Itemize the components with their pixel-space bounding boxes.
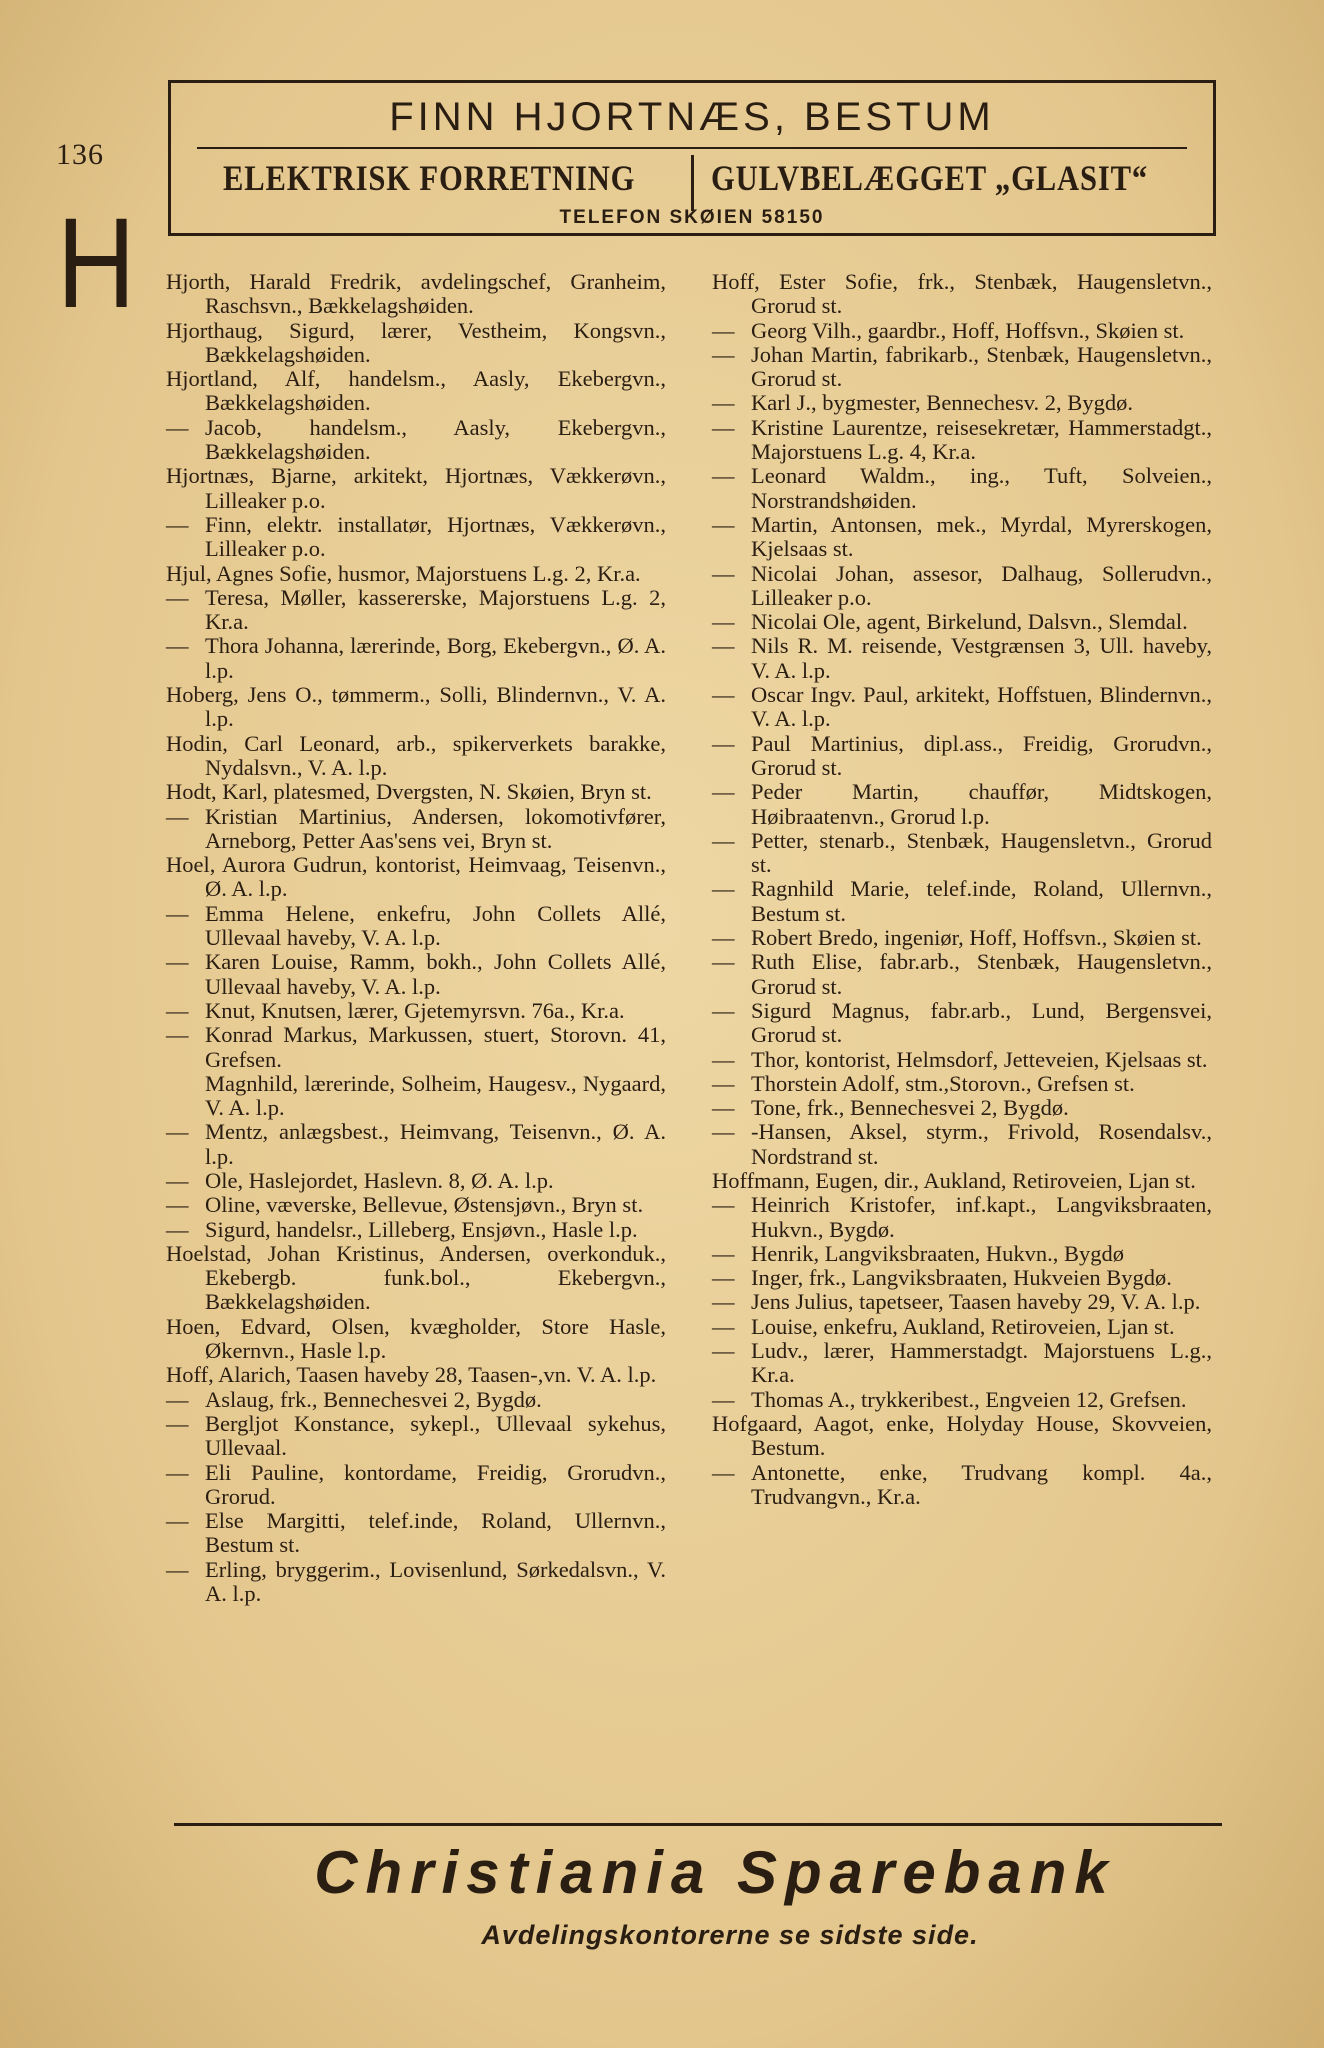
directory-entry: [712, 416, 1212, 465]
directory-entry: [712, 1048, 1212, 1072]
ditto-dash: —: [712, 341, 735, 367]
ditto-dash: —: [712, 511, 735, 537]
ditto-dash: —: [712, 682, 735, 708]
ditto-dash: —: [712, 1459, 735, 1485]
directory-entry: [712, 926, 1212, 950]
directory-entry: [712, 999, 1212, 1048]
entry-text: Karl J., bygmester, Bennechesv. 2, Bygdø.: [751, 390, 1133, 416]
ditto-dash: —: [712, 730, 735, 756]
ditto-dash: —: [166, 584, 189, 610]
entry-text: Georg Vilh., gaardbr., Hoff, Hoffsvn., Skøien st.: [751, 317, 1185, 343]
directory-entry: [712, 1072, 1212, 1096]
entry-text: Sigurd Magnus, fabr.arb., Lund, Bergensvei, Grorud st.: [751, 997, 1212, 1048]
entry-text: Ludv., lærer, Hammerstadgt. Majorstuens L.g., Kr.a.: [751, 1338, 1212, 1388]
entry-text: Aslaug, frk., Bennechesvei 2, Bygdø.: [205, 1386, 542, 1412]
directory-entry: [166, 683, 666, 732]
ditto-dash: —: [712, 827, 735, 853]
directory-entry: [712, 343, 1212, 392]
entry-text: Louise, enkefru, Aukland, Retiroveien, Ljan st.: [751, 1313, 1175, 1339]
ditto-dash: —: [712, 1070, 735, 1096]
entry-text: Thora Johanna, lærerinde, Borg, Ekebergvn., Ø. A. l.p.: [205, 633, 666, 683]
entry-text: Leonard Waldm., ing., Tuft, Solveien., Norstrandshøiden.: [751, 463, 1212, 513]
directory-entry: [166, 1023, 666, 1072]
entry-text: Paul Martinius, dipl.ass., Freidig, Grorudvn., Grorud st.: [751, 730, 1212, 780]
ditto-dash: —: [712, 609, 735, 635]
entry-text: Hjortland, Alf, handelsm., Aasly, Ekebergvn., Bækkelagshøiden.: [166, 366, 666, 416]
ditto-dash: —: [166, 1192, 189, 1218]
entry-text: Inger, frk., Langviksbraaten, Hukveien Bygdø.: [751, 1265, 1172, 1291]
ditto-dash: —: [166, 1216, 189, 1242]
directory-entry: [166, 586, 666, 635]
entry-text: Nicolai Johan, assesor, Dalhaug, Sollerudvn., Lilleaker p.o.: [751, 560, 1212, 610]
ditto-dash: —: [166, 511, 189, 537]
ditto-dash: —: [712, 997, 735, 1023]
ditto-dash: —: [712, 1240, 735, 1266]
directory-entry: [166, 513, 666, 562]
header-advertisement: [168, 80, 1216, 236]
entry-text: Hoberg, Jens O., tømmerm., Solli, Blindernvn., V. A. l.p.: [166, 682, 666, 732]
ditto-dash: —: [712, 925, 735, 951]
ditto-dash: —: [166, 997, 189, 1023]
directory-entry: [166, 562, 666, 586]
directory-entry: [712, 1266, 1212, 1290]
directory-entry: [712, 780, 1212, 829]
ditto-dash: —: [712, 779, 735, 805]
bank-subtitle: Avdelingskontorerne se sidste side.: [481, 1920, 979, 1950]
directory-entry: [166, 1363, 666, 1387]
ad-vertical-divider: [691, 155, 694, 211]
directory-entry: [712, 270, 1212, 319]
ditto-dash: —: [712, 1338, 735, 1364]
directory-entry: [166, 416, 666, 465]
entry-text: Thomas A., trykkeribest., Engveien 12, Grefsen.: [751, 1386, 1187, 1412]
left-column: [166, 270, 666, 1606]
directory-entry: [712, 1290, 1212, 1314]
ditto-dash: —: [712, 1095, 735, 1121]
directory-entry: [166, 1072, 666, 1121]
entry-text: Kristian Martinius, Andersen, lokomotivfører, Arneborg, Petter Aas'sens vei, Bryn st.: [205, 803, 666, 853]
directory-entry: [166, 319, 666, 368]
entry-text: Hjul, Agnes Sofie, husmor, Majorstuens L.g. 2, Kr.a.: [166, 560, 641, 586]
entry-text: Hjortnæs, Bjarne, arkitekt, Hjortnæs, Vækkerøvn., Lilleaker p.o.: [166, 463, 666, 513]
directory-entry: [712, 464, 1212, 513]
directory-entry: [166, 999, 666, 1023]
entry-text: Konrad Markus, Markussen, stuert, Storovn. 41, Grefsen.: [205, 1022, 666, 1072]
directory-entry: [166, 1242, 666, 1315]
entry-text: Thorstein Adolf, stm.,Storovn., Grefsen st.: [751, 1070, 1135, 1096]
page-number: 136: [56, 138, 104, 171]
ditto-dash: —: [712, 463, 735, 489]
entry-text: Johan Martin, fabrikarb., Stenbæk, Haugensletvn., Grorud st.: [751, 341, 1212, 392]
directory-entry: [166, 1193, 666, 1217]
ditto-dash: —: [166, 414, 189, 440]
ditto-dash: —: [712, 1289, 735, 1315]
directory-entry: [712, 683, 1212, 732]
entry-text: Hjorth, Harald Fredrik, avdelingschef, Granheim, Raschsvn., Bækkelagshøiden.: [166, 269, 666, 319]
ditto-dash: —: [712, 949, 735, 975]
entry-text: Ole, Haslejordet, Haslevn. 8, Ø. A. l.p.: [205, 1167, 554, 1193]
right-column: [712, 270, 1212, 1509]
section-letter: H: [56, 192, 136, 335]
ad-right-text: GULVBELÆGGET „GLASIT“: [711, 158, 1149, 198]
ditto-dash: —: [166, 1119, 189, 1145]
entry-text: Oline, væverske, Bellevue, Østensjøvn., Bryn st.: [205, 1192, 644, 1218]
entry-text: Jacob, handelsm., Aasly, Ekebergvn., Bækkelagshøiden.: [205, 414, 666, 465]
directory-entry: [166, 464, 666, 513]
directory-entry: [712, 1412, 1212, 1461]
entry-text: Kristine Laurentze, reisesekretær, Hammerstadgt., Majorstuens L.g. 4, Kr.a.: [751, 414, 1212, 465]
entry-text: Hofgaard, Aagot, enke, Holyday House, Skovveien, Bestum.: [712, 1410, 1212, 1461]
directory-entry: [712, 1096, 1212, 1120]
entry-text: Bergljot Konstance, sykepl., Ullevaal sykehus, Ullevaal.: [205, 1410, 666, 1461]
directory-entry: [166, 780, 666, 804]
entry-text: Hoelstad, Johan Kristinus, Andersen, overkonduk., Ekebergb. funk.bol., Ekebergvn., Bækkelagshøiden.: [166, 1240, 666, 1315]
entry-text: Hodin, Carl Leonard, arb., spikerverkets barakke, Nydalsvn., V. A. l.p.: [166, 730, 666, 780]
entry-text: Nils R. M. reisende, Vestgrænsen 3, Ull. haveby, V. A. l.p.: [751, 633, 1212, 683]
ditto-dash: —: [712, 633, 735, 659]
entry-text: Eli Pauline, kontordame, Freidig, Grorudvn., Grorud.: [205, 1459, 666, 1509]
directory-entry: [712, 877, 1212, 926]
entry-text: Finn, elektr. installatør, Hjortnæs, Vækkerøvn., Lilleaker p.o.: [205, 511, 666, 562]
directory-entry: [166, 270, 666, 319]
ditto-dash: —: [166, 1459, 189, 1485]
ditto-dash: —: [712, 1046, 735, 1072]
ad-divider-line: [197, 147, 1187, 149]
directory-entry: [166, 1461, 666, 1510]
directory-entry: [712, 1315, 1212, 1339]
ditto-dash: —: [712, 560, 735, 586]
entry-text: Jens Julius, tapetseer, Taasen haveby 29, V. A. l.p.: [751, 1289, 1201, 1315]
directory-entry: [712, 610, 1212, 634]
entry-text: Erling, bryggerim., Lovisenlund, Sørkedalsvn., V. A. l.p.: [205, 1556, 666, 1607]
entry-text: -Hansen, Aksel, styrm., Frivold, Rosendalsv., Nordstrand st.: [751, 1119, 1212, 1169]
directory-entry: [166, 1388, 666, 1412]
entry-text: Ruth Elise, fabr.arb., Stenbæk, Haugensletvn., Grorud st.: [751, 949, 1212, 999]
directory-entry: [166, 1315, 666, 1364]
entry-text: Heinrich Kristofer, inf.kapt., Langviksbraaten, Hukvn., Bygdø.: [751, 1192, 1212, 1242]
entry-text: Tone, frk., Bennechesvei 2, Bygdø.: [751, 1095, 1069, 1121]
directory-entry: [712, 1388, 1212, 1412]
ditto-dash: —: [712, 390, 735, 416]
entry-text: Ragnhild Marie, telef.inde, Roland, Ullernvn., Bestum st.: [751, 876, 1212, 926]
ditto-dash: —: [166, 1556, 189, 1582]
ditto-dash: —: [712, 1119, 735, 1145]
directory-entry: [166, 805, 666, 854]
directory-entry: [166, 853, 666, 902]
ditto-dash: —: [712, 876, 735, 902]
entry-text: Knut, Knutsen, lærer, Gjetemyrsvn. 76a., Kr.a.: [205, 997, 625, 1023]
ditto-dash: —: [166, 1508, 189, 1534]
footer-divider: [174, 1823, 1222, 1826]
ditto-dash: —: [166, 1410, 189, 1436]
ditto-dash: —: [712, 1313, 735, 1339]
directory-entry: [166, 1218, 666, 1242]
entry-text: Oscar Ingv. Paul, arkitekt, Hoffstuen, Blindernvn., V. A. l.p.: [751, 682, 1212, 732]
entry-text: Petter, stenarb., Stenbæk, Haugensletvn., Grorud st.: [751, 827, 1212, 878]
directory-entry: [712, 319, 1212, 343]
ditto-dash: —: [166, 633, 189, 659]
directory-entry: [166, 1558, 666, 1607]
entry-text: Hoen, Edvard, Olsen, kvægholder, Store Hasle, Økernvn., Hasle l.p.: [166, 1313, 666, 1364]
entry-text: Nicolai Ole, agent, Birkelund, Dalsvn., Slemdal.: [751, 609, 1188, 635]
ditto-dash: —: [712, 1192, 735, 1218]
entry-text: Hjorthaug, Sigurd, lærer, Vestheim, Kongsvn., Bækkelagshøiden.: [166, 317, 666, 367]
directory-entry: [712, 1242, 1212, 1266]
directory-entry: [712, 1120, 1212, 1169]
entry-text: Sigurd, handelsr., Lilleberg, Ensjøvn., Hasle l.p.: [205, 1216, 638, 1242]
ad-phone: TELEFON SKØIEN 58150: [559, 207, 825, 228]
directory-entry: [712, 513, 1212, 562]
ditto-dash: —: [166, 1386, 189, 1412]
entry-text: Robert Bredo, ingeniør, Hoff, Hoffsvn., Skøien st.: [751, 925, 1202, 951]
directory-entry: [712, 634, 1212, 683]
directory-entry: [166, 1509, 666, 1558]
ditto-dash: —: [166, 1167, 189, 1193]
entry-text: Magnhild, lærerinde, Solheim, Haugesv., Nygaard, V. A. l.p.: [205, 1070, 666, 1121]
ad-title: FINN HJORTNÆS, BESTUM: [389, 95, 995, 139]
directory-entry: [712, 1169, 1212, 1193]
entry-text: Hodt, Karl, platesmed, Dvergsten, N. Skøien, Bryn st.: [166, 779, 652, 805]
directory-entry: [712, 1193, 1212, 1242]
directory-entry: [712, 732, 1212, 781]
entry-text: Hoffmann, Eugen, dir., Aukland, Retiroveien, Ljan st.: [712, 1167, 1196, 1193]
directory-entry: [712, 391, 1212, 415]
entry-text: Hoel, Aurora Gudrun, kontorist, Heimvaag, Teisenvn., Ø. A. l.p.: [166, 852, 666, 902]
ditto-dash: —: [166, 949, 189, 975]
directory-entry: [166, 634, 666, 683]
entry-text: Teresa, Møller, kassererske, Majorstuens L.g. 2, Kr.a.: [205, 584, 666, 635]
ditto-dash: —: [166, 1022, 189, 1048]
directory-entry: [166, 902, 666, 951]
directory-entry: [166, 367, 666, 416]
directory-entry: [712, 950, 1212, 999]
entry-text: Hoff, Ester Sofie, frk., Stenbæk, Haugensletvn., Grorud st.: [712, 269, 1212, 319]
entry-text: Emma Helene, enkefru, John Collets Allé, Ullevaal haveby, V. A. l.p.: [205, 900, 666, 951]
ditto-dash: —: [166, 803, 189, 829]
directory-entry: [712, 829, 1212, 878]
entry-text: Henrik, Langviksbraaten, Hukvn., Bygdø: [751, 1240, 1125, 1266]
ditto-dash: —: [712, 1265, 735, 1291]
directory-entry: [166, 1169, 666, 1193]
entry-text: Martin, Antonsen, mek., Myrdal, Myrerskogen, Kjelsaas st.: [751, 511, 1212, 562]
ditto-dash: —: [166, 900, 189, 926]
bank-advertisement: Christiania Sparebank: [314, 1839, 1116, 1906]
entry-text: Antonette, enke, Trudvang kompl. 4a., Trudvangvn., Kr.a.: [751, 1459, 1212, 1509]
directory-entry: [712, 1461, 1212, 1510]
ditto-dash: —: [712, 317, 735, 343]
directory-entry: [166, 732, 666, 781]
entry-text: Thor, kontorist, Helmsdorf, Jetteveien, Kjelsaas st.: [751, 1046, 1208, 1072]
entry-text: Hoff, Alarich, Taasen haveby 28, Taasen-,vn. V. A. l.p.: [166, 1362, 657, 1388]
ditto-dash: —: [712, 1386, 735, 1412]
entry-text: Else Margitti, telef.inde, Roland, Ullernvn., Bestum st.: [205, 1508, 666, 1558]
directory-entry: [712, 562, 1212, 611]
ditto-dash: —: [712, 414, 735, 440]
ad-left-text: ELEKTRISK FORRETNING: [223, 158, 636, 198]
entry-text: Karen Louise, Ramm, bokh., John Collets Allé, Ullevaal haveby, V. A. l.p.: [205, 949, 666, 999]
directory-entry: [166, 950, 666, 999]
entry-text: Peder Martin, chauffør, Midtskogen, Høibraatenvn., Grorud l.p.: [751, 779, 1212, 829]
directory-entry: [166, 1412, 666, 1461]
directory-entry: [166, 1120, 666, 1169]
directory-entry: [712, 1339, 1212, 1388]
entry-text: Mentz, anlægsbest., Heimvang, Teisenvn., Ø. A. l.p.: [205, 1119, 666, 1169]
